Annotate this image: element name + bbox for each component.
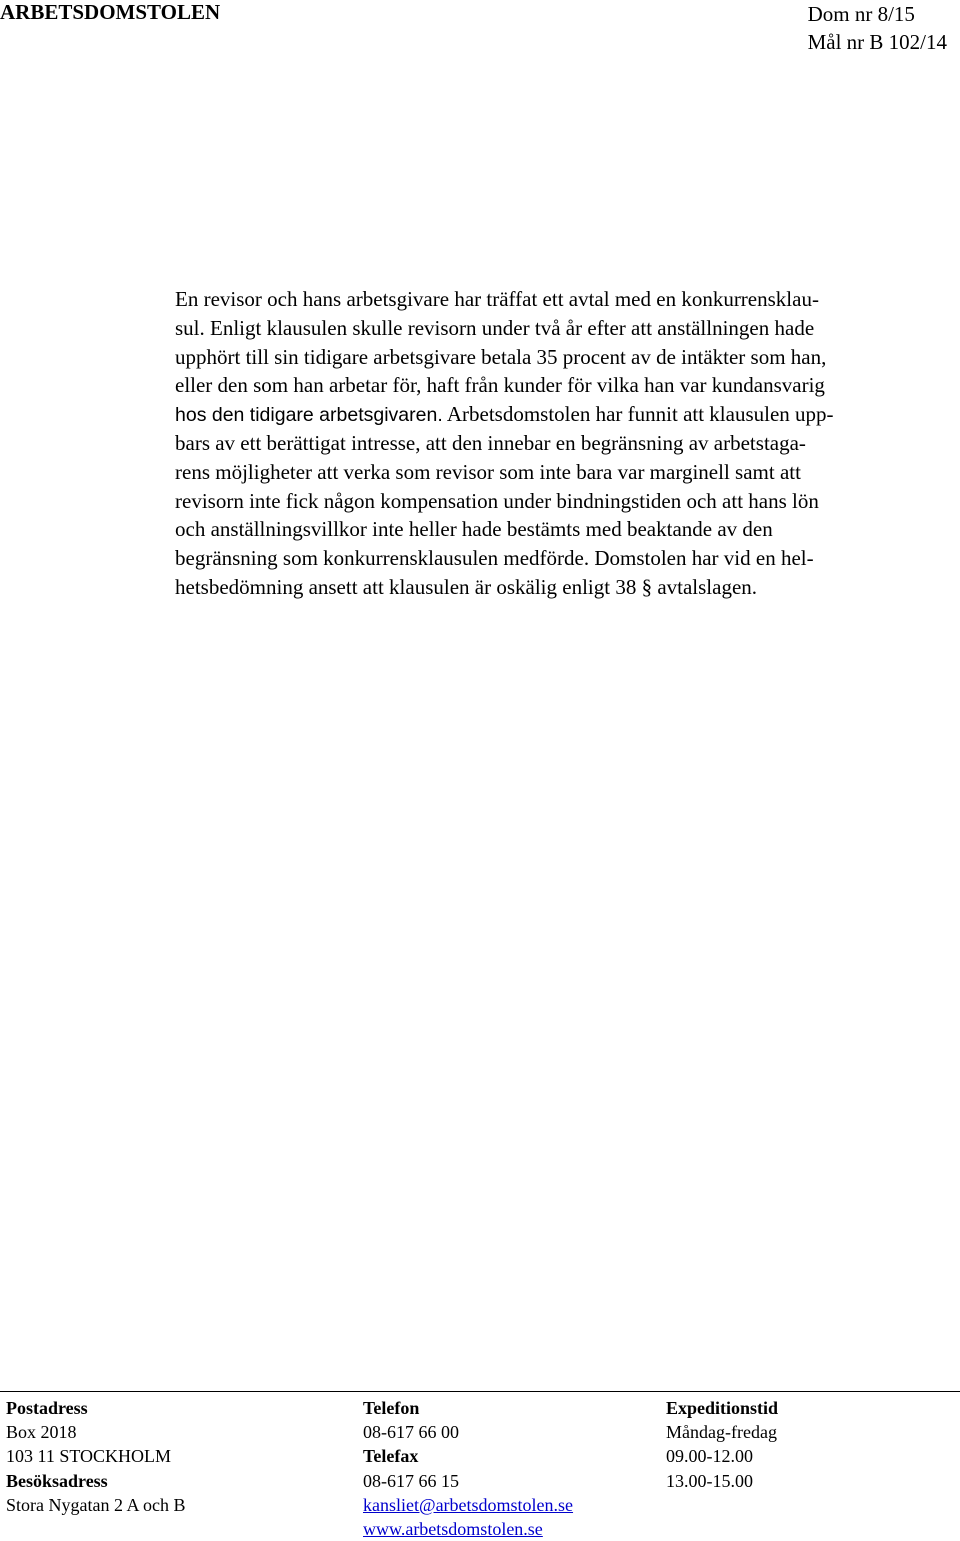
footer-hours-column	[666, 1396, 778, 1493]
summary-line: rens möjligheter att verka som revisor som inte bara var marginell samt att	[175, 459, 801, 484]
email-link[interactable]: kansliet@arbetsdomstolen.se	[363, 1494, 574, 1515]
fax-heading: Telefax	[363, 1446, 419, 1467]
summary-line: En revisor och hans arbetsgivare har träffat ett avtal med en konkurrensklau-	[175, 287, 819, 311]
footer-contact-column	[363, 1396, 573, 1541]
postal-box: Box 2018	[6, 1422, 77, 1443]
summary-line: eller den som han arbetar för, haft från kunder för vilka han var kundansvarig	[175, 373, 825, 398]
phone-number: 08-617 66 00	[363, 1422, 459, 1443]
case-references	[808, 0, 947, 56]
summary-line: och anställningsvillkor inte heller hade bestämts med beaktande av den	[175, 517, 773, 542]
court-name: ARBETSDOMSTOLEN	[0, 0, 221, 24]
fax-number: 08-617 66 15	[363, 1470, 459, 1491]
case-number: Mål nr B 102/14	[807, 30, 947, 54]
hours-days: Måndag-fredag	[666, 1422, 777, 1443]
summary-line: upphört till sin tidigare arbetsgivare betala 35 procent av de intäkter som han,	[175, 344, 827, 369]
phone-heading: Telefon	[363, 1398, 420, 1418]
postal-heading: Postadress	[6, 1398, 88, 1418]
summary-line: bars av ett berättigat intresse, att den innebar en begränsning av arbetstaga-	[175, 430, 806, 455]
footer-divider	[0, 1391, 960, 1392]
summary-line: sul. Enligt klausulen skulle revisorn under två år efter att anställningen hade	[175, 315, 815, 340]
postal-city: 103 11 STOCKHOLM	[6, 1446, 172, 1467]
hours-heading: Expeditionstid	[666, 1398, 779, 1418]
visit-heading: Besöksadress	[6, 1470, 108, 1491]
summary-line: revisorn inte fick någon kompensation under bindningstiden och att hans lön	[175, 488, 819, 513]
judgment-number: Dom nr 8/15	[807, 2, 915, 26]
website-link[interactable]: www.arbetsdomstolen.se	[363, 1518, 543, 1539]
case-summary	[175, 285, 960, 602]
summary-line-mixed	[175, 400, 960, 429]
visit-address: Stora Nygatan 2 A och B	[6, 1494, 186, 1515]
hours-slot-morning: 09.00-12.00	[666, 1446, 753, 1467]
summary-segment: Arbetsdomstolen har funnit att klausulen upp-	[446, 402, 834, 427]
hours-slot-afternoon: 13.00-15.00	[666, 1470, 753, 1491]
summary-segment: hos den tidigare arbetsgivaren.	[175, 404, 443, 427]
summary-line: begränsning som konkurrensklausulen medförde. Domstolen har vid en hel-	[175, 546, 814, 571]
footer-postal-column	[6, 1396, 185, 1517]
summary-line: hetsbedömning ansett att klausulen är oskälig enligt 38 § avtalslagen.	[175, 574, 758, 599]
